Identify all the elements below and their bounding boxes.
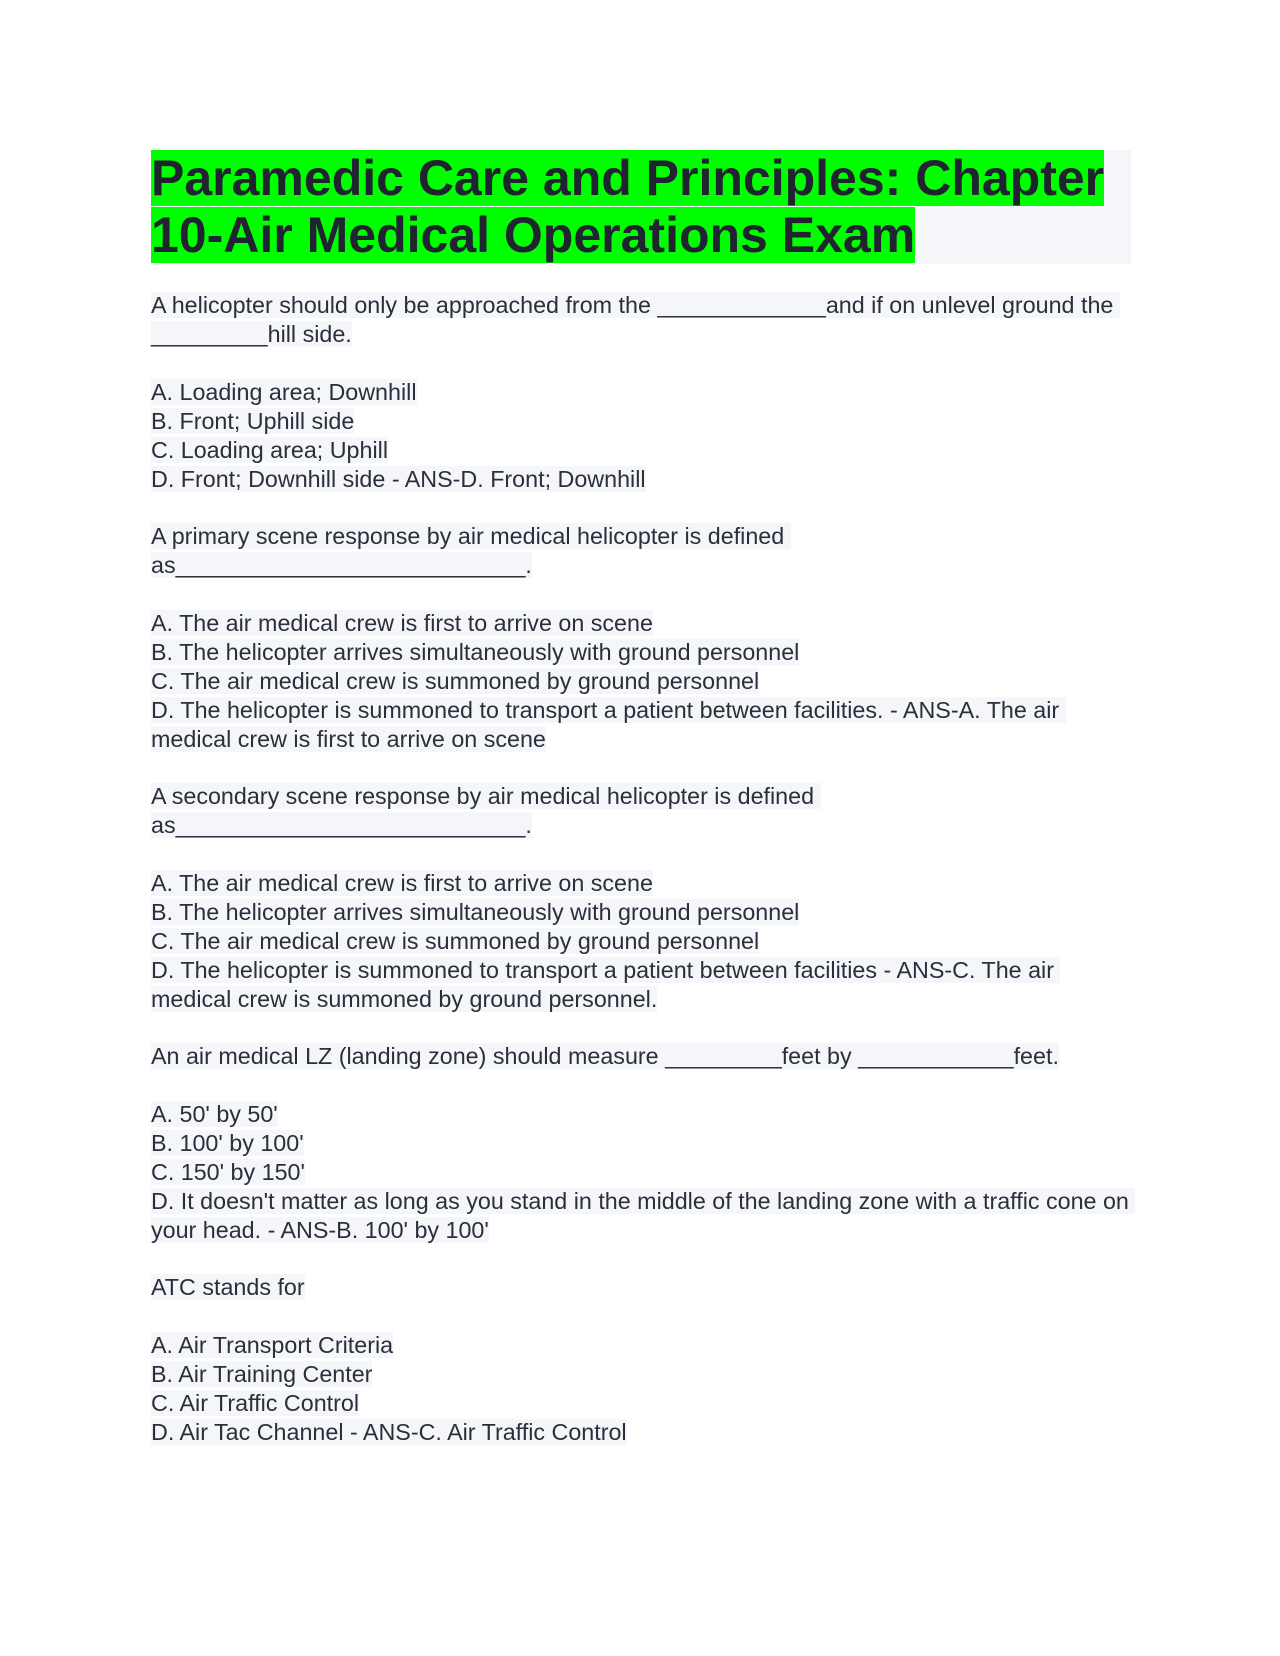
option-a: A. Air Transport Criteria [151, 1332, 394, 1358]
title-block [151, 150, 1131, 264]
question-3 [151, 782, 1131, 1014]
option-c: C. The air medical crew is summoned by ground personnel [151, 668, 760, 694]
option-a: A. Loading area; Downhill [151, 379, 417, 405]
option-a: A. The air medical crew is first to arrive on scene [151, 870, 653, 896]
option-d-answer: D. Air Tac Channel - ANS-C. Air Traffic Control [151, 1419, 627, 1445]
question-text: ATC stands for [151, 1274, 305, 1300]
option-a: A. The air medical crew is first to arrive on scene [151, 610, 653, 636]
option-d-answer: D. It doesn't matter as long as you stand in the middle of the landing zone with a traffic cone on your head. - ANS-B. 100' by 100' [151, 1188, 1136, 1243]
document-page [151, 150, 1136, 1475]
option-c: C. The air medical crew is summoned by ground personnel [151, 928, 760, 954]
question-2 [151, 522, 1131, 754]
option-b: B. Front; Uphill side [151, 408, 355, 434]
option-d-answer: D. Front; Downhill side - ANS-D. Front; Downhill [151, 466, 646, 492]
option-d-answer: D. The helicopter is summoned to transport a patient between facilities. - ANS-A. The air medical crew is first to arrive on scene [151, 697, 1066, 752]
question-text: A primary scene response by air medical helicopter is defined as___________________________. [151, 523, 791, 578]
option-b: B. 100' by 100' [151, 1130, 304, 1156]
option-c: C. Loading area; Uphill [151, 437, 388, 463]
option-d-answer: D. The helicopter is summoned to transport a patient between facilities - ANS-C. The air medical crew is summoned by ground personnel. [151, 957, 1061, 1012]
question-1 [151, 291, 1131, 494]
option-c: C. 150' by 150' [151, 1159, 305, 1185]
option-b: B. The helicopter arrives simultaneously with ground personnel [151, 899, 800, 925]
question-text: A helicopter should only be approached from the _____________and if on unlevel ground the _________hill side. [151, 292, 1120, 347]
question-text: An air medical LZ (landing zone) should measure _________feet by ____________feet. [151, 1043, 1059, 1069]
option-a: A. 50' by 50' [151, 1101, 278, 1127]
document-title [151, 150, 1131, 264]
question-5 [151, 1273, 1131, 1447]
option-b: B. Air Training Center [151, 1361, 373, 1387]
question-4 [151, 1042, 1136, 1245]
option-b: B. The helicopter arrives simultaneously with ground personnel [151, 639, 800, 665]
document-title-text: Paramedic Care and Principles: Chapter 10-Air Medical Operations Exam [151, 150, 1105, 263]
option-c: C. Air Traffic Control [151, 1390, 360, 1416]
question-text: A secondary scene response by air medical helicopter is defined as___________________________. [151, 783, 821, 838]
